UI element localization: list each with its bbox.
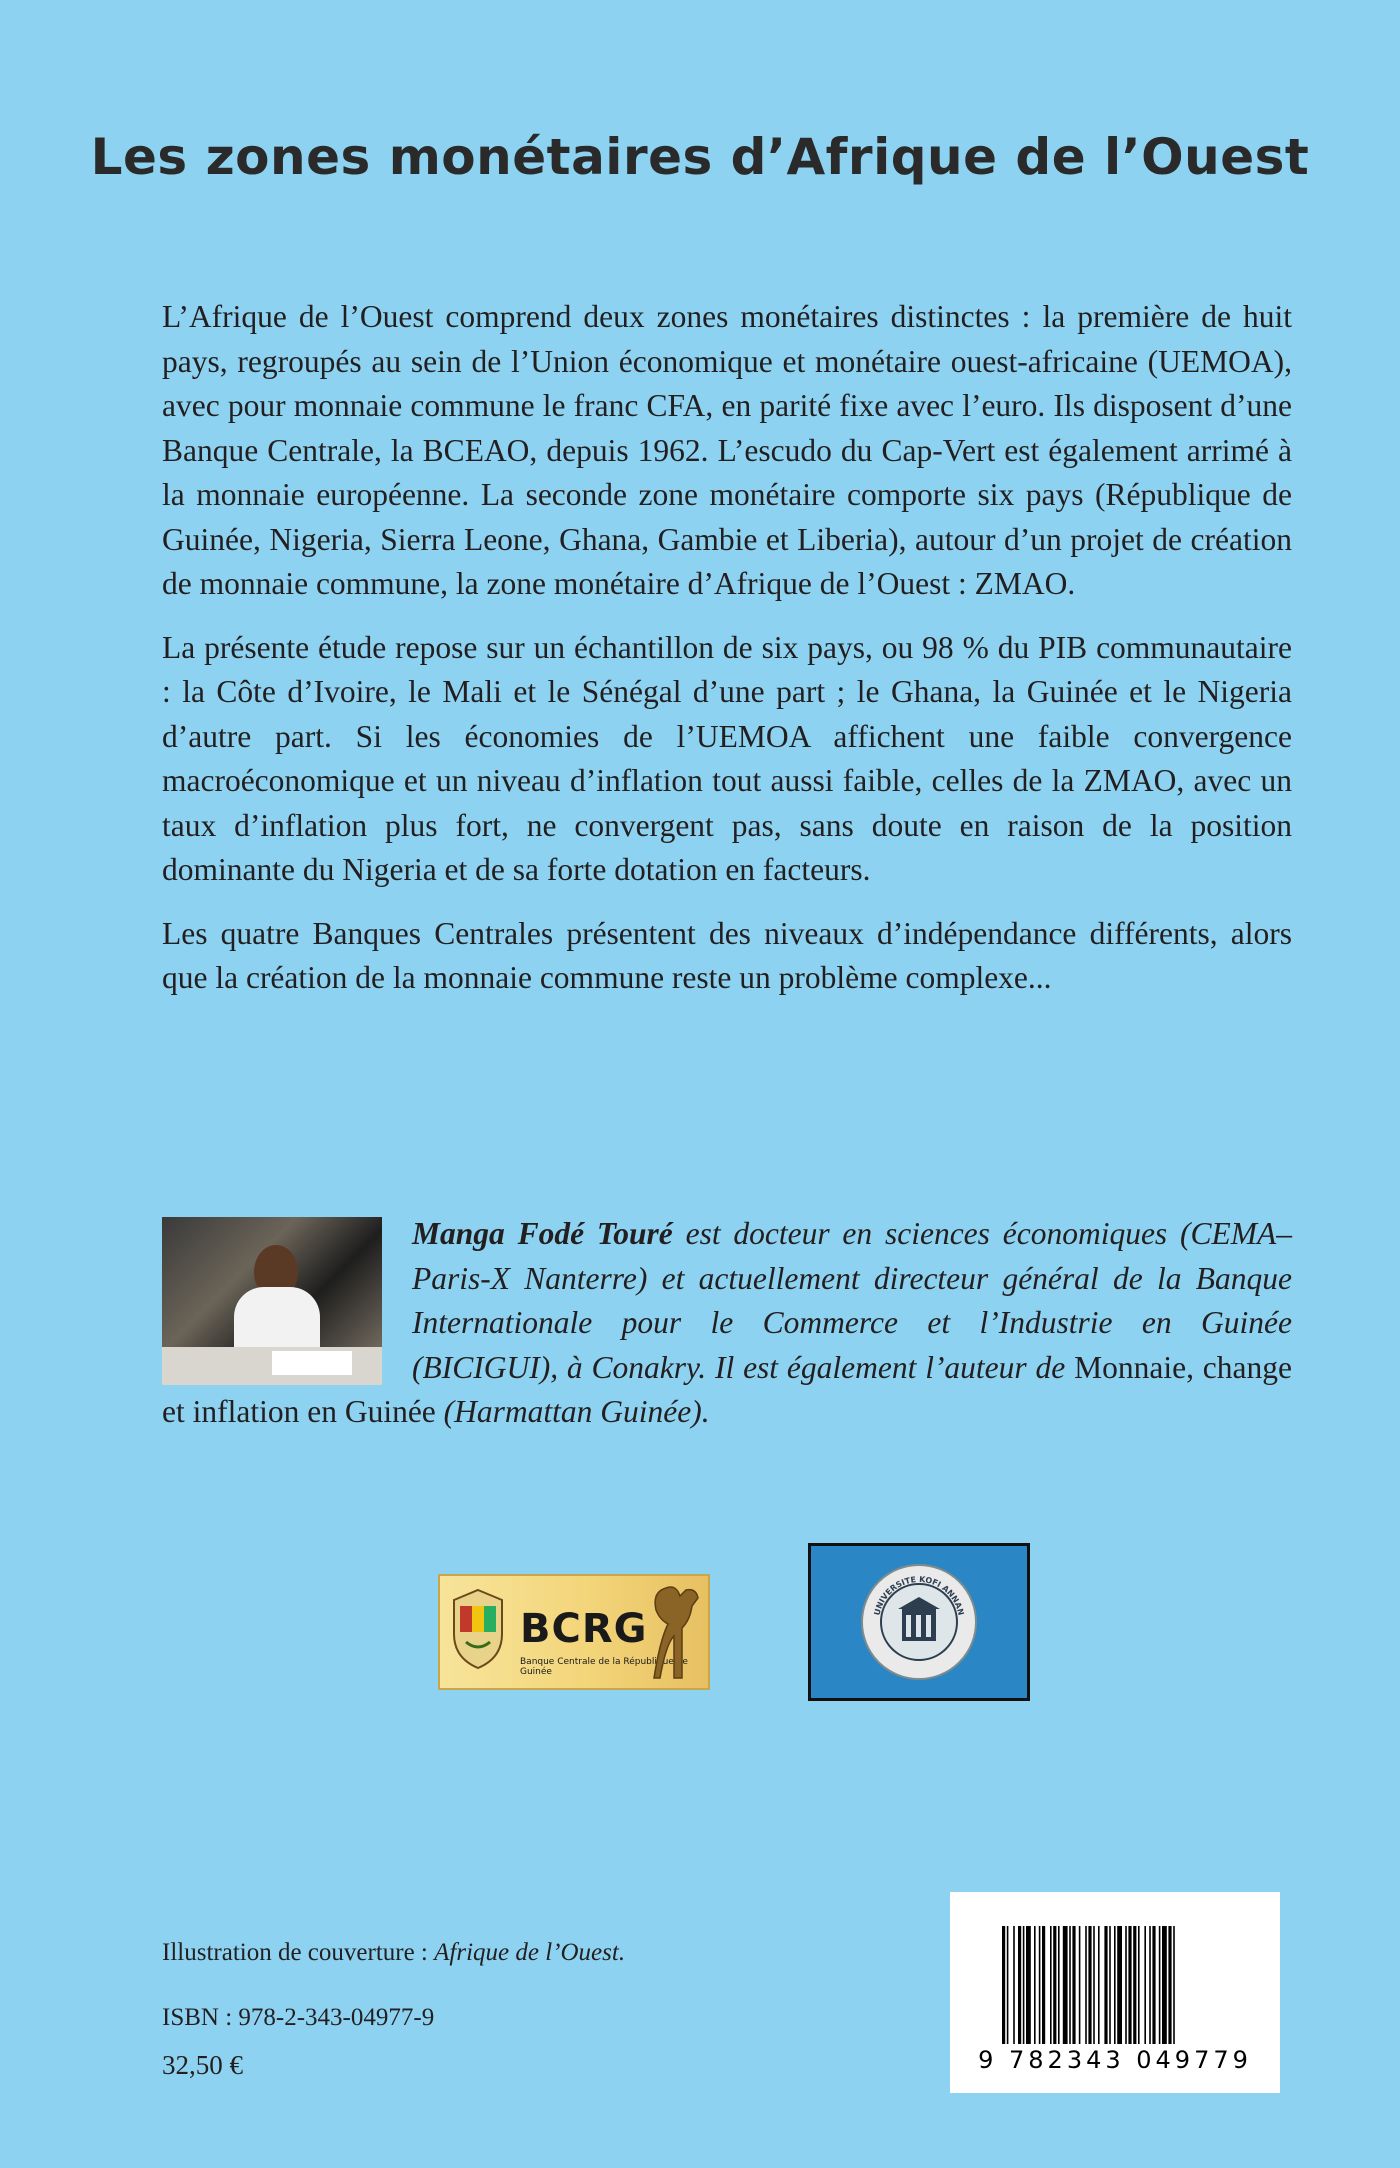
book-title: Les zones monétaires d’Afrique de l’Ouest	[90, 128, 1310, 186]
university-logo	[808, 1543, 1030, 1701]
barcode-number: 9 782343 049779	[978, 2046, 1252, 2074]
barcode	[950, 1892, 1280, 2093]
statue-icon	[646, 1580, 704, 1684]
author-photo	[162, 1217, 382, 1385]
author-bio	[162, 1212, 1292, 1435]
barcode-bars	[1002, 1926, 1228, 2044]
svg-text:UNIVERSITE KOFI ANNAN: UNIVERSITE KOFI ANNAN	[872, 1574, 966, 1617]
author-name: Manga Fodé Touré	[412, 1216, 673, 1251]
summary-paragraph-3: Les quatre Banques Centrales présentent des niveaux d’indépendance différents, alors que la création de la monnaie commune reste un problème complexe...	[162, 915, 1292, 995]
isbn: ISBN : 978-2-343-04977-9	[162, 2004, 435, 2031]
bcrg-logo	[438, 1574, 710, 1690]
credit-value: Afrique de l’Ouest.	[434, 1939, 626, 1966]
credit-label: Illustration de couverture :	[162, 1939, 435, 1966]
bcrg-seal-icon	[448, 1586, 508, 1672]
author-bio-text: est docteur en sciences économiques (CEMA–Paris-X Nanterre) et actuellement directeur général de la Banque Internationale pour le Commerce et l’Industrie en Guinée (BICIGUI), à Conakry. Il est également l’auteur de	[412, 1216, 1292, 1385]
bcrg-abbr: BCRG	[520, 1606, 648, 1652]
author-other-book: Monnaie, change et inflation en Guinée	[162, 1349, 1292, 1429]
summary-paragraph-2: La présente étude repose sur un échantillon de six pays, ou 98 % du PIB communautaire : la Côte d’Ivoire, le Mali et le Sénégal d’une part ; le Ghana, la Guinée et le Nigeria d’autre part. Si les économies de l’UEMOA affichent une faible convergence macroéconomique et un niveau d’inflation tout aussi faible, celles de la ZMAO, avec un taux d’inflation plus fort, ne convergent pas, sans doute en raison de la position dominante du Nigeria et de sa forte dotation en facteurs.	[162, 629, 1292, 887]
bcrg-full-name: Banque Centrale de la République de Guinée	[520, 1657, 688, 1677]
back-cover-summary	[162, 295, 1292, 1020]
summary-paragraph-1: L’Afrique de l’Ouest comprend deux zones monétaires distinctes : la première de huit pays, regroupés au sein de l’Union économique et monétaire ouest-africaine (UEMOA), avec pour monnaie commune le franc CFA, en parité fixe avec l’euro. Ils disposent d’une Banque Centrale, la BCEAO, depuis 1962. L’escudo du Cap-Vert est également arrimé à la monnaie européenne. La seconde zone monétaire comporte six pays (République de Guinée, Nigeria, Sierra Leone, Ghana, Gambie et Liberia), autour d’un projet de création de monnaie commune, la zone monétaire d’Afrique de l’Ouest : ZMAO.	[162, 299, 1292, 601]
author-publisher: (Harmattan Guinée).	[435, 1394, 710, 1429]
university-seal-icon	[860, 1563, 978, 1681]
price: 32,50 €	[162, 2050, 243, 2080]
cover-illustration-credit	[162, 1938, 625, 1968]
